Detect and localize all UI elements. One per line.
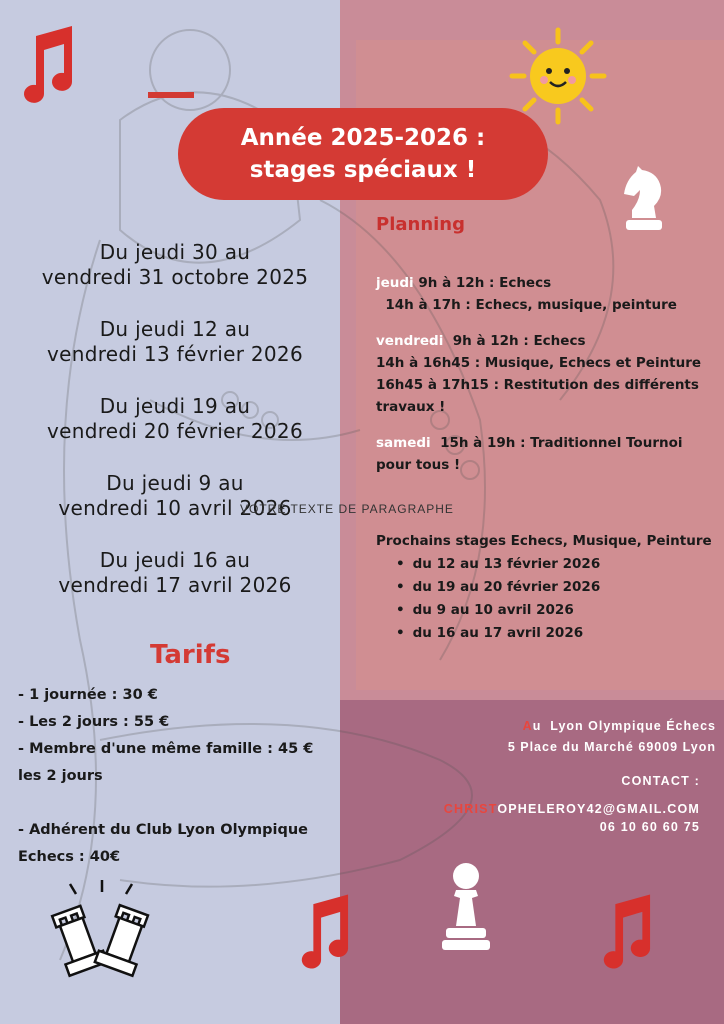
email-part: CHRIST	[443, 802, 498, 816]
date-block	[10, 548, 340, 598]
planning-schedule	[376, 272, 716, 490]
day-label: samedi	[376, 435, 431, 451]
chess-knight-icon	[618, 166, 670, 232]
schedule-line: 9h à 12h : Echecs	[443, 333, 586, 349]
date-line: vendredi 13 février 2026	[47, 342, 303, 366]
date-line: Du jeudi 16 au	[99, 548, 251, 572]
schedule-line: travaux !	[376, 399, 446, 415]
address-line: u Lyon Olympique Échecs	[532, 719, 716, 733]
schedule-jeudi	[376, 272, 716, 316]
tarif-line: - 1 journée : 30 €	[18, 687, 158, 703]
tarifs-title: Tarifs	[150, 640, 231, 670]
address-initial: A	[522, 719, 533, 733]
placeholder-paragraph-text: VOTRE TEXTE DE PARAGRAPHE	[240, 502, 454, 516]
music-note-icon	[598, 894, 652, 974]
schedule-line: 14h à 17h : Echecs, musique, peinture	[376, 297, 677, 313]
tarifs-list	[18, 682, 348, 871]
schedule-line: pour tous !	[376, 457, 461, 473]
upcoming-item: • du 16 au 17 avril 2026	[396, 622, 721, 645]
dates-list	[10, 240, 340, 625]
upcoming-title: Prochains stages Echecs, Musique, Peinture	[376, 533, 712, 549]
date-line: Du jeudi 30 au	[99, 240, 251, 264]
schedule-line: 14h à 16h45 : Musique, Echecs et Peinture	[376, 355, 702, 371]
title-banner	[178, 108, 548, 200]
date-block	[10, 394, 340, 444]
music-note-icon	[18, 26, 74, 108]
title-line-1: Année 2025-2026 :	[240, 125, 486, 151]
upcoming-item: • du 19 au 20 février 2026	[396, 576, 721, 599]
tarif-line	[18, 790, 348, 817]
schedule-line: 9h à 12h : Echecs	[413, 275, 552, 291]
tarif-line: Echecs : 40€	[18, 849, 121, 865]
tarif-line: les 2 jours	[18, 768, 103, 784]
address-line: 5 Place du Marché 69009 Lyon	[507, 740, 716, 754]
date-line: vendredi 17 avril 2026	[58, 573, 292, 597]
date-line: Du jeudi 9 au	[106, 471, 244, 495]
title-line-2: stages spéciaux !	[249, 157, 477, 183]
music-note-icon	[296, 894, 350, 974]
day-label: vendredi	[376, 333, 444, 349]
schedule-vendredi	[376, 330, 716, 418]
contact-block	[400, 772, 700, 836]
tarif-line: - Adhérent du Club Lyon Olympique	[18, 822, 309, 838]
tarif-line: - Membre d'une même famille : 45 €	[18, 741, 314, 757]
sun-icon	[508, 26, 608, 126]
schedule-line: 16h45 à 17h15 : Restitution des différents	[376, 377, 699, 393]
upcoming-stages	[376, 530, 721, 645]
schedule-samedi	[376, 432, 716, 476]
chess-pawn-icon	[436, 860, 496, 952]
schedule-line: 15h à 19h : Traditionnel Tournoi	[430, 435, 683, 451]
contact-phone[interactable]: 06 10 60 60 75	[599, 820, 700, 834]
upcoming-item: • du 12 au 13 février 2026	[396, 553, 721, 576]
planning-title: Planning	[376, 214, 466, 235]
tarif-line: - Les 2 jours : 55 €	[18, 714, 170, 730]
chess-rooks-icon	[40, 880, 162, 988]
date-block	[10, 317, 340, 367]
contact-label: CONTACT :	[621, 774, 700, 788]
date-line: vendredi 20 février 2026	[47, 419, 303, 443]
contact-email[interactable]	[400, 800, 700, 818]
address	[446, 716, 716, 758]
date-line: vendredi 10 avril 2026	[58, 496, 292, 520]
date-line: Du jeudi 12 au	[99, 317, 251, 341]
upcoming-item: • du 9 au 10 avril 2026	[396, 599, 721, 622]
date-line: vendredi 31 octobre 2025	[41, 265, 309, 289]
email-part: OPHELEROY42@GMAIL.COM	[497, 802, 700, 816]
day-label: jeudi	[376, 275, 414, 291]
date-block	[10, 240, 340, 290]
date-line: Du jeudi 19 au	[99, 394, 251, 418]
decorative-dash	[148, 92, 194, 98]
